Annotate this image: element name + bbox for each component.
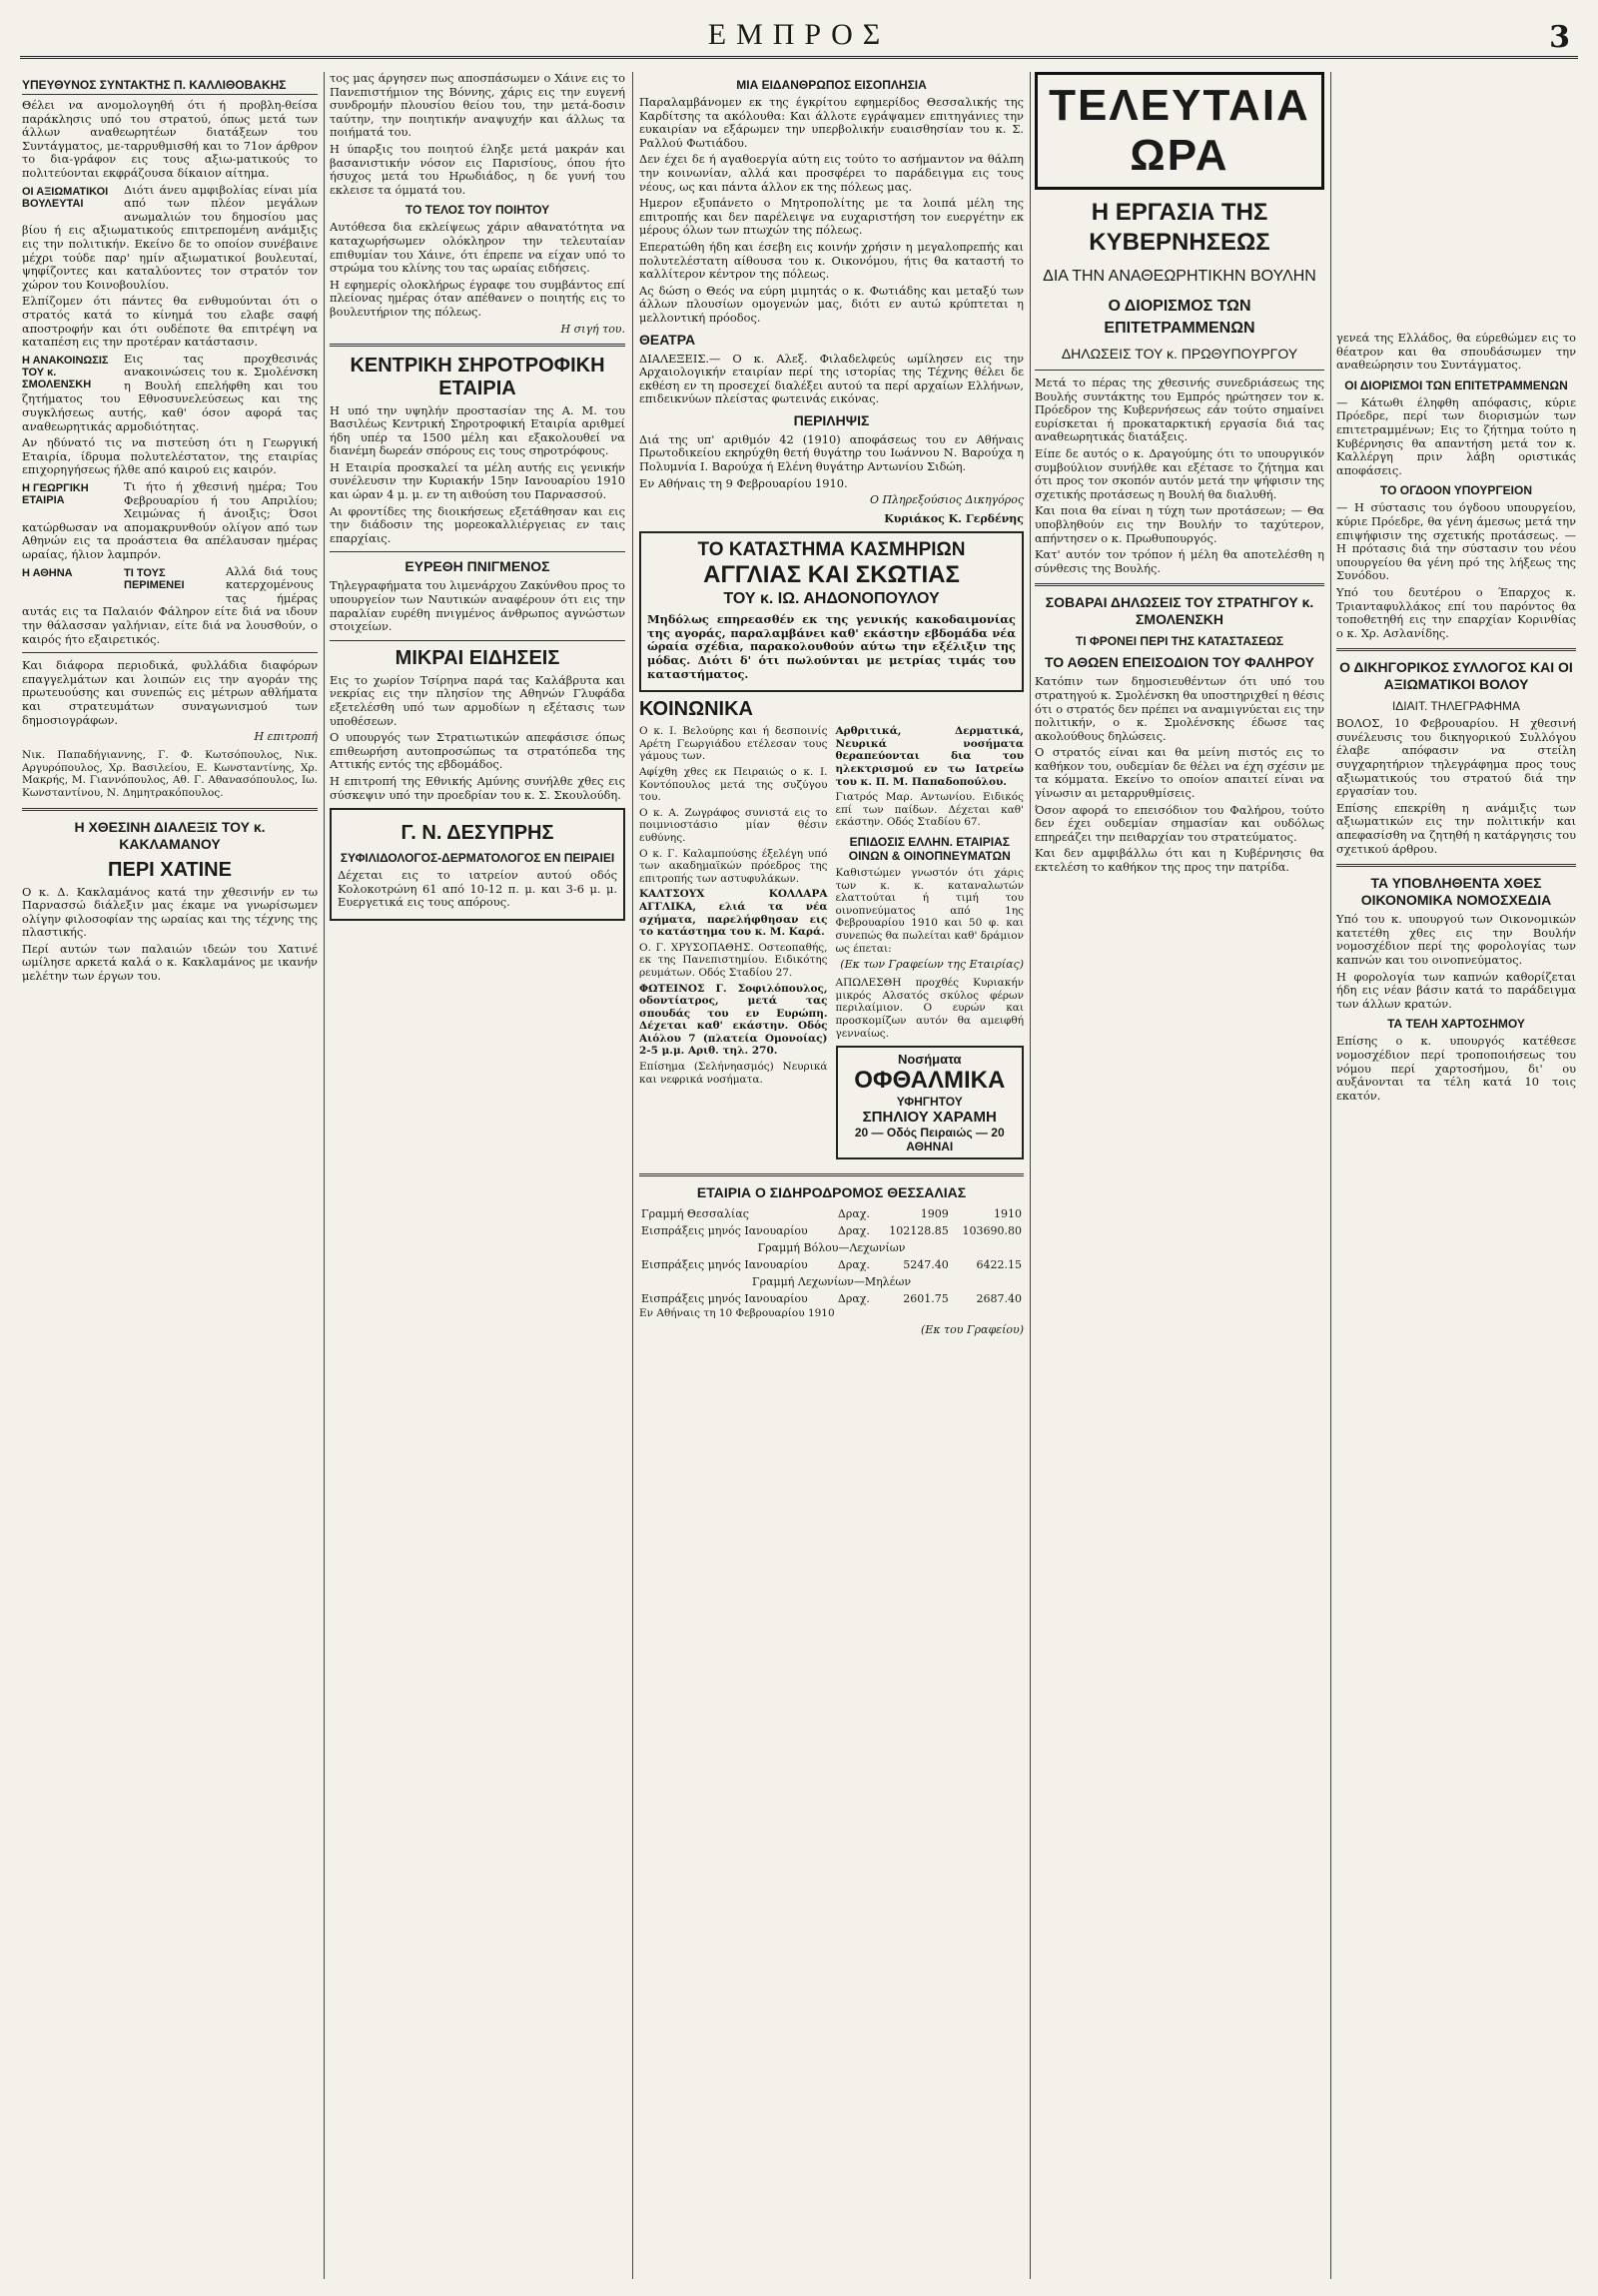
headline: ΣΟΒΑΡΑΙ ΔΗΛΩΣΕΙΣ ΤΟΥ ΣΤΡΑΤΗΓΟΥ κ. ΣΜΟΛΕΝΣΚΗ: [1045, 594, 1314, 628]
signature: (Εκ των Γραφείων της Εταιρίας): [840, 958, 1024, 972]
table-row: [639, 1222, 1024, 1239]
article-paragraph: Η εφημερίς ολοκλήρως έγραφε του συμβάντος επί πλείονας ημέρας όταν απέθανεν ο ποιητής εις το βουλευτήριον της πόλεως.: [330, 277, 625, 319]
table-header-row: [639, 1205, 1024, 1222]
ad-title: ΥΦΗΓΗΤΟΥ: [896, 1095, 963, 1110]
headline: ΤΟ ΑΘΩΕΝ ΕΠΕΙΣΟΔΙΟΝ ΤΟΥ ΦΑΛΗΡΟΥ: [1044, 654, 1315, 671]
ad-address: 20 — Οδός Πειραιώς — 20: [854, 1126, 1005, 1141]
article-paragraph: — Η σύστασις του όγδοου υπουργείου, κύριε Πρόεδρε, θα γένη άμεσως μετά την επιψήφισιν της σχετικής προτάσεως. — Η πρότασις διά την σύστασιν του νέου υπουργείου θα γένη πρό της λήξεως της Συνόδου.: [1336, 500, 1576, 583]
article-paragraph: Διότι άνευ αμφιβολίας είναι μία από των πλέον μεγάλων ανωμαλιών του δημοσίου μας βίου ή εις αξιωματικούς επιτρεπομένη ανάμιξις εις την πολιτικήν. Εκείνο δε το οποίον συνέβαινε μέχρι τούδε παρ' ημίν αξιωματικοί βουλευταί, ψηφίζοντες και καταλύοντες τον στρατόν τον χώρον του Κοινοβουλίου.: [22, 182, 318, 292]
headline: ΕΤΑΙΡΙΑ Ο ΣΙΔΗΡΟΔΡΟΜΟΣ ΘΕΣΣΑΛΙΑΣ: [696, 1184, 967, 1201]
editor-label: ΥΠΕΥΘΥΝΟΣ ΣΥΝΤΑΚΤΗΣ Π. ΚΑΛΛΙΘΟΒΑΚΗΣ: [22, 78, 318, 95]
table-cell: 2687.40: [976, 1292, 1022, 1306]
article-paragraph: Υπό του δευτέρου ο Έπαρχος κ. Τριανταφυλλάκος επί του παρόντος θα τοποθετηθή εις την επαρχίαν Κορινθίας ο κ. Χρ. Ασλανίδης.: [1336, 584, 1576, 640]
table-cell: 103690.80: [962, 1224, 1022, 1238]
headline: ΤΟ ΤΕΛΟΣ ΤΟΥ ΠΟΙΗΤΟΥ: [404, 203, 550, 218]
ad-text: Μηδόλως επηρεασθέν εκ της γενικής κακοδαιμονίας της αγοράς, παραλαμβάνει καθ' εκάστην εβδομάδα νέα ώραία σχέδια, παρακολουθούν αύτω την εξέλιξιν της μόδας. Διότι δ' ότι πωλούνται με μετρίας τιμάς του καταστήματος.: [647, 612, 1016, 681]
divider: [1035, 583, 1324, 586]
table-cell: 2601.75: [903, 1292, 949, 1306]
headline: ΕΥΡΕΘΗ ΠΝΙΓΜΕΝΟΣ: [404, 558, 550, 575]
signature: Κυριάκος Κ. Γερδένης: [884, 512, 1024, 526]
divider: [330, 640, 625, 641]
divider: [330, 551, 625, 552]
article-paragraph: Τηλεγραφήματα του λιμενάρχου Ζακύνθου προς το υπουργείον των Ναυτικών αναφέρουν ότι εις την παραλίαν ευρέθη πνιγμένος άνθρωπος αγνώστων στοιχείων.: [330, 578, 625, 634]
article-paragraph: Αυτόθεσα δια εκλείψεως χάριν αθανατότητα να καταχωρήσωμεν ολόκληρον την τελευταίαν επιθυμίαν του Χάινε, ότι έπρεπε να είχαν υπό το στρώμα του κλίνης του τας ωραίας ειδήσεις.: [330, 220, 625, 276]
table-cell: Δραχ.: [837, 1292, 870, 1306]
article-paragraph: Ελπίζομεν ότι πάντες θα ενθυμούνται ότι ο στρατός κατά το κίνημά του ελαβε σαφή αποστροφήν και ότι ουδέποτε θα επιτρέψη να καταπέση εις την προτέραν κατάστασιν.: [22, 294, 318, 350]
article-paragraph: Είπε δε αυτός ο κ. Δραγούμης ότι το υπουργικόν συμβούλιον συνήλθε και εξέτασε το ζήτημα και ότι προς τον σκοπόν αυτόν μετά την ψήφισιν της σχετικής προτάσεως η Βουλή θα διαλυθή.: [1035, 445, 1324, 501]
table-row-label: Γραμμή Θεσσαλίας: [641, 1207, 749, 1221]
article-paragraph: Εις το χωρίον Τσίρηνα παρά τας Καλάβρυτα και νεκρίας εις την πλησίον της Αθηνών Γλυφάδα εξετελέσθη υπό των αρμοδίων η εξέτασις των υποθέσεων.: [330, 672, 625, 728]
banner-subhead: Ο ΔΙΟΡΙΣΜΟΣ ΤΩΝ ΕΠΙΤΕΤΡΑΜΜΕΝΩΝ: [1104, 298, 1255, 337]
divider: [22, 652, 318, 653]
headline: ΟΙ ΔΙΟΡΙΣΜΟΙ ΤΩΝ ΕΠΙΤΕΤΡΑΜΜΕΝΩΝ: [1344, 378, 1568, 392]
dateline: Εν Αθήναις τη 10 Φεβρουαρίου 1910: [639, 1307, 835, 1320]
banner-subhead: ΔΙΑ ΤΗΝ ΑΝΑΘΕΩΡΗΤΙΚΗΝ ΒΟΥΛΗΝ: [1043, 268, 1316, 285]
banner-subhead: ΔΗΛΩΣΕΙΣ ΤΟΥ κ. ΠΡΩΘΥΠΟΥΡΓΟΥ: [1061, 346, 1298, 362]
banner-title: ΤΕΛΕΥΤΑΙΑ ΩΡΑ: [1049, 81, 1310, 180]
committee-list: Νικ. Παπαδήγιαννης, Γ. Φ. Κωτσόπουλος, Νικ. Αργυρόπουλος, Χρ. Βασιλείου, Ε. Κωνσταντίνης, Χρ. Μακρής, Μ. Γιαννόπουλος, Αθ. Γ. Αθανασόπουλος, Ιω. Κωνσταντίνου, Ν. Δημητρακόπουλος.: [22, 749, 318, 799]
article-paragraph: Η ύπαρξις του ποιητού έληξε μετά μακράν και βασανιστικήν νόσον εις Παρισίους, όπου ήτο ήσυχος μετά του Ηρωδιάδος, η δε γυνή του εκλεισε τα όμματά του.: [330, 141, 625, 197]
headline: ΚΟΙΝΩΝΙΚΑ: [639, 698, 754, 721]
article-paragraph: Κατόπιν των δημοσιευθέντων ότι υπό του στρατηγού κ. Σμολένσκη θα υποστηριχθεί η θέσις ότι ο στρατός δεν πρέπει να αναμιγνύεται εις την πολιτικήν, ο κ. Σμολένσκης έδωσε τας ακολούθους δηλώσεις.: [1035, 674, 1324, 743]
article-paragraph: Ο κ. Δ. Κακλαμάνος κατά την χθεσινήν εν τω Παρνασσώ διάλεξιν μας έκαμε να γνωρίσωμεν ολίγην φιλοσοφίαν της ωραίας και της τέχνης της πλαστικής.: [22, 884, 318, 940]
article-paragraph: — Κάτωθι έληφθη απόφασις, κύριε Πρόεδρε, περί των διορισμών των επιτετραμμένων; Εις το ζήτημα τούτο η Κυβέρνησις θα απαντήση μετά τον κ. Καλλέργη πριν λάβη οριστικάς αποφάσεις.: [1336, 394, 1576, 477]
telegram-label: ΙΔΙΑΙΤ. ΤΗΛΕΓΡΑΦΗΜΑ: [1391, 699, 1521, 714]
ad-title: ΑΓΓΛΙΑΣ ΚΑΙ ΣΚΩΤΙΑΣ: [703, 561, 960, 589]
article-paragraph: Τι ήτο ή χθεσινή ημέρα; Του Φεβρουαρίου ή του Απριλίου; Χειμώνας ή άνοιξις; Όσοι κατώρθωσαν να απομακρυνθούν ολίγον από των Αθηνών εις τα προάστεια θα απέλαυσαν ημέρας ωραίας, ήλιον λαμπρόν.: [22, 479, 318, 561]
social-item: Ο. Γ. ΧΡΥΣΟΠΑΘΗΣ. Οστεοπαθής, εκ της Πανεπιστημίου. Ειδικότης ρευμάτων. Οδός Σταδίου 27.: [639, 941, 828, 979]
headline: Ο ΔΙΚΗΓΟΡΙΚΟΣ ΣΥΛΛΟΓΟΣ ΚΑΙ ΟΙ ΑΞΙΩΜΑΤΙΚΟΙ ΒΟΛΟΥ: [1339, 659, 1573, 693]
social-column-left: [639, 725, 828, 1165]
page-number: 3: [1549, 20, 1570, 55]
headline: ΠΕΡΙΛΗΨΙΣ: [793, 411, 870, 428]
article-paragraph: γενεά της Ελλάδος, θα εύρεθώμεν εις το θέατρον και θα σπουδάσωμεν την αναθεώρησιν του Συντάγματος.: [1336, 331, 1576, 373]
article-paragraph: Ας δώση ο Θεός να εύρη μιμητάς ο κ. Φωτιάδης και μεταξύ των άλλων πλουσίων ομογενών μας, διότι εν αυτώ κρύπτεται η μελλοντική πρόοδος.: [639, 283, 1024, 325]
table-row-label: Γραμμή Βόλου—Λεχωνίων: [757, 1241, 906, 1255]
article-paragraph: Διά της υπ' αριθμόν 42 (1910) αποφάσεως του εν Αθήναις Πρωτοδικείου εκηρύχθη θετή θυγάτηρ του Ιωάννου Ν. Βαρούχα η Πολυμνία Ι. Βαρούχα ή Ελένη θυγάτηρ Αντωνίου Σιδώη.: [639, 431, 1024, 474]
signature: Η σιγή του.: [560, 322, 625, 336]
article-paragraph: ΔΙΑΛΕΞΕΙΣ.— Ο κ. Αλεξ. Φιλαδελφεύς ωμίλησεν εις την Αρχαιολογικήν εταιρίαν περί της ιστορίας της Τέχνης θέλει δε εκθέση εν τη προσεχεί διαλέξει αυτού τα περί αρχαίων Ελλήνων, επιδεικνύων πλείστας φωτεινάς εικόνας.: [639, 351, 1024, 406]
column-2: [330, 72, 625, 2279]
social-item: Αφίχθη χθες εκ Πειραιώς ο κ. Ι. Κοντόπουλος μετά της συζύγου του.: [639, 766, 828, 804]
article-paragraph: Ο στρατός είναι και θα μείνη πιστός εις το καθήκον του, ουδεμίαν δε θέλει να έχη σχέσιν με τα κόμματα. Εκείνο το οποίον απαιτεί είναι να γίνωσιν αι μεταρρυθμίσεις.: [1035, 745, 1324, 801]
table-header-cell: Δραχ.: [837, 1207, 870, 1221]
article-paragraph: Η επιτροπή της Εθνικής Αμύνης συνήλθε χθες εις σύσκεψιν υπό την προεδρίαν του κ. Σ. Σκουλούδη.: [330, 773, 625, 802]
headline: ΤΑ ΥΠΟΒΛΗΘΕΝΤΑ ΧΘΕΣ ΟΙΚΟΝΟΜΙΚΑ ΝΟΜΟΣΧΕΔΙΑ: [1360, 875, 1552, 909]
section-label: Η ΑΘΗΝΑ: [22, 566, 73, 579]
social-item: Ο κ. Ι. Βελούρης και ή δεσποινίς Αρέτη Γεωργιάδου ετέλεσαν τους γάμους των.: [639, 725, 828, 763]
headline: ΤΙ ΦΡΟΝΕΙ ΠΕΡΙ ΤΗΣ ΚΑΤΑΣΤΑΣΕΩΣ: [1075, 634, 1284, 649]
table-row: [639, 1256, 1024, 1273]
social-item: ΦΩΤΕΙΝΟΣ Γ. Σοφιλόπουλος, οδοντίατρος, μετά τας σπουδάς του εν Ευρώπη. Δέχεται καθ' εκάστην. Οδός Αιόλου 7 (πλατεία Ομονοίας) 2-5 μ.μ. Αριθ. τηλ. 270.: [639, 982, 828, 1058]
article-paragraph: Μετά το πέρας της χθεσινής συνεδριάσεως της Βουλής συντάκτης του Εμπρός ηρώτησεν τον κ. Πρόεδρον της Κυβερνήσεως εάν τούτο σημαίνει ευρίσκεται ή προκαταρκτική εργασία διά τας αναθεωρητικάς διατάξεις.: [1035, 376, 1324, 444]
article-paragraph: Επίσης ο κ. υπουργός κατέθεσε νομοσχέδιον περί τροποποιήσεως του νόμου περί χαρτοσήμου, δι' ου αυξάνονται τα τέλη κατά 10 τοις εκατόν.: [1336, 1034, 1576, 1103]
headline: ΤΟ ΟΓΔΟΟΝ ΥΠΟΥΡΓΕΙΟΝ: [1379, 483, 1532, 498]
article-paragraph: Δεν έχει δε ή αγαθοεργία αύτη εις τούτο το ασήμαντον να θάλπη την κοινωνίαν, αλλά και προσφέρει το παράδειγμα εις τους νέους, ως και πάντα άλλον εκ της πόλεως μας.: [639, 152, 1024, 194]
ad-text: Δέχεται εις το ιατρείον αυτού οδός Κολοκοτρώνη 61 από 10-12 π. μ. και 3-6 μ. μ. Ευεργετικά εις τους απόρους.: [338, 868, 617, 910]
column-divider: [1030, 72, 1031, 2279]
column-1: [22, 72, 318, 2279]
article-paragraph: Επερατώθη ήδη και έσεβη εις κοινήν χρήσιν η μεγαλοπρεπής και πολυτελέστατη αίθουσα του κ. Οικονόμου, ήτις θα καταστή το καλλίτερον κέντρον της πόλεως.: [639, 239, 1024, 282]
ad-title: ΤΟΥ κ. ΙΩ. ΑΗΔΟΝΟΠΟΥΛΟΥ: [723, 590, 940, 608]
article-paragraph: ΑΠΩΛΕΣΘΗ προχθές Κυριακήν μικρός Αλσατός σκύλος φέρων περιλαίμιον. Ο ευρών και προσκομίζων αυτόν θα αμειφθή γενναίως.: [835, 977, 1024, 1040]
divider: [1336, 864, 1576, 867]
headline: ΠΕΡΙ ΧΑΤΙΝΕ: [108, 858, 232, 881]
ad-title: ΟΦΘΑΛΜΙΚΑ: [854, 1067, 1006, 1095]
ad-title: Νοσήματα: [897, 1052, 962, 1068]
section-label: Η ΓΕΩΡΓΙΚΗ ΕΤΑΙΡΙΑ: [22, 482, 89, 507]
social-columns: [639, 725, 1024, 1165]
table-cell: 6422.15: [976, 1258, 1022, 1272]
divider: [22, 808, 318, 811]
banner-headline: Η ΕΡΓΑΣΙΑ ΤΗΣ ΚΥΒΕΡΝΗΣΕΩΣ: [1089, 199, 1270, 256]
masthead: [20, 18, 1578, 59]
headline: ΜΙΑ ΕΙΔΑΝΘΡΩΠΟΣ ΕΙΣΟΠΛΗΣΙΑ: [736, 78, 927, 92]
table-header-row: [639, 1239, 1024, 1256]
table-header-row: [639, 1273, 1024, 1290]
social-item: Ο κ. Α. Ζωγράφος συνιστά εις το ποιμνιοστάσιο μίαν θέσιν ευθύνης.: [639, 806, 828, 844]
advertisement: [330, 808, 625, 921]
headline: ΘΕΑΤΡΑ: [639, 331, 696, 348]
section-label: Η ΑΝΑΚΟΙΝΩΣΙΣ ΤΟΥ κ. ΣΜΟΛΕΝΣΚΗ: [22, 354, 109, 390]
ad-title: Γ. Ν. ΔΕΣΥΠΡΗΣ: [400, 822, 554, 845]
divider: [330, 344, 625, 347]
headline: Η ΧΘΕΣΙΝΗ ΔΙΑΛΕΞΙΣ ΤΟΥ κ. ΚΑΚΛΑΜΑΝΟΥ: [74, 818, 266, 852]
article-paragraph: Επίσης επεκρίθη η ανάμιξις των αξιωματικών εις την πολιτικήν και απεφασίσθη να ζητηθή η κατάργησις του σχετικού άρθρου.: [1336, 800, 1576, 856]
signature-label: Ο Πληρεξούσιος Δικηγόρος: [869, 493, 1024, 507]
article-paragraph: Και ποια θα είναι η τύχη των προτάσεων; — Θα υποβληθούν εις την Βουλήν το ταχύτερον, απήντησεν ο κ. Πρωθυπουργός.: [1035, 503, 1324, 545]
article-paragraph: Και διάφορα περιοδικά, φυλλάδια διαφόρων επαγγελμάτων και λοιπών εις την αγοράν της πρωτευούσης και συνεπώς εις μέτρων αθλήματα και στρατευμάτων συναγωνισμού των δημοσιογράφων.: [22, 658, 318, 727]
headline: ΕΠΙΔΟΣΙΣ ΕΛΛΗΝ. ΕΤΑΙΡΙΑΣ ΟΙΝΩΝ & ΟΙΝΟΠΝΕΥΜΑΤΩΝ: [848, 834, 1011, 863]
table-cell: Εισπράξεις μηνός Ιανουαρίου: [641, 1224, 808, 1238]
divider: [639, 1173, 1024, 1176]
article-paragraph: Καθιστώμεν γνωστόν ότι χάρις των κ. κ. καταναλωτών ελαττούται ή τιμή του οινοπνεύματος από 1ης Φεβρουαρίου 1910 και 50 φ. και συνεπώς θα πωλείται καθ' δράμιον ως έπεται:: [835, 866, 1024, 955]
article-paragraph: Παραλαμβάνομεν εκ της έγκρίτου εφημερίδος Θεσσαλικής της Καρδίτσης τα ακόλουθα: Και άλλοτε εγράψαμεν επιτηγάνιες την ευκαιρίαν να εξάρωμεν την υπερβολικήν ευαισθησίαν του κ. Σ. Ραλλού Φωτιάδου.: [639, 95, 1024, 150]
social-item: Επίσημα (Σελήνηασμός) Νευρικά και νεφρικά νοσήματα.: [639, 1061, 828, 1086]
table-cell: 102128.85: [889, 1224, 949, 1238]
table-row-label: Γραμμή Λεχωνίων—Μηλέων: [751, 1275, 912, 1289]
table-cell: Εισπράξεις μηνός Ιανουαρίου: [641, 1258, 808, 1272]
signature: (Εκ του Γραφείου): [921, 1322, 1024, 1336]
table-header-cell: 1909: [920, 1207, 949, 1221]
article-paragraph: Αν ηδύνατό τις να πιστεύση ότι η Γεωργική Εταιρία, ίδρυμα πολυτελέστατον, της εταιρίας επιχορηγήσεως ήλθε από καιρού εις καιρόν.: [22, 435, 318, 477]
advertisement: [836, 1046, 1025, 1159]
article-paragraph: Αλλά διά τους κατερχομένους τας ήμέρας αυτάς εις τα Παλαιόν Φάληρον είτε διά να ιδουν την θάλασσαν γαλήνιαν, είτε διά να λουσθούν, ο καιρός ήτο εξαιρετικός.: [22, 563, 318, 646]
article-paragraph: Υπό του κ. υπουργού των Οικονομικών κατετέθη χθες εις την Βουλήν νομοσχέδιον περί της φορολογίας των καπνών και του οινοπνεύματος.: [1336, 912, 1576, 967]
column-4: [1035, 72, 1324, 2279]
ad-title: ΤΟ ΚΑΤΑΣΤΗΜΑ ΚΑΣΜΗΡΙΩΝ: [697, 539, 966, 561]
article-paragraph: Εις τας προχθεσινάς ανακοινώσεις του κ. Σμολένσκη η Βουλή επελήφθη και του ζητήματος του Εθνοσυνελεύσεως και της συγκλήσεως αυτής, καθ' όσον αφορά τας αναθεωρητικάς αρμοδιότητας.: [22, 351, 318, 433]
column-divider: [324, 72, 325, 2279]
article-paragraph: Η υπό την υψηλήν προστασίαν της Α. Μ. του Βασιλέως Κεντρική Σηροτροφική Εταιρία αριθμεί ήδη υπέρ τα 1500 μέλη και εξακολουθεί να διανέμη δωρεάν σπόρους εις τους σηροτρόφους.: [330, 402, 625, 458]
divider: [1336, 648, 1576, 651]
article-paragraph: Και δεν αμφιβάλλω ότι και η Κυβέρνησις θα εκτελέση το καθήκον της προς την πατρίδα.: [1035, 846, 1324, 875]
headline: ΚΕΝΤΡΙΚΗ ΣΗΡΟΤΡΟΦΙΚΗ ΕΤΑΙΡΙΑ: [350, 354, 605, 399]
ad-title: ΣΠΗΛΙΟΥ ΧΑΡΑΜΗ: [862, 1109, 997, 1127]
article-paragraph: Η Εταιρία προσκαλεί τα μέλη αυτής εις γενικήν συνέλευσιν την Κυριακήν 15ην Ιανουαρίου 1910 και ώραν 4 μ. μ. εν τη αιθούση του Παρνασσού.: [330, 459, 625, 502]
table-cell: Δραχ.: [837, 1224, 870, 1238]
signature: Η επιτροπή: [254, 730, 318, 744]
social-item: Γιατρός Μαρ. Αντωνίου. Ειδικός επί των παίδων. Δέχεται καθ' εκάστην. Οδός Σταδίου 67.: [835, 791, 1024, 829]
article-paragraph: Όσον αφορά το επεισόδιον του Φαλήρου, τούτο δεν έχει ουδεμίαν σημασίαν και ουδόλως επηρεάζει την πειθαρχίαν του στρατεύματος.: [1035, 802, 1324, 844]
social-item: Ο κ. Γ. Καλαμπούσης έξελέγη υπό των ακαδημαϊκών πρόεδρος της επιτροπής των αστυφυλάκων.: [639, 847, 828, 885]
dateline: Εν Αθήναις τη 9 Φεβρουαρίου 1910.: [639, 475, 848, 490]
article-paragraph: Αι φροντίδες της διοικήσεως εξετάθησαν και εις την διάδοσιν της μορεοκαλλιέργειας εν ταις επαρχίαις.: [330, 503, 625, 545]
section-label: ΟΙ ΑΞΙΩΜΑΤΙΚΟΙ ΒΟΥΛΕΥΤΑΙ: [22, 185, 109, 210]
article-paragraph: Ημερον εξυπάνετο ο Μητροπολίτης με τα λοιπά μέλη της επιτροπής και δεν παρέλειψε να ευχαριστήση τον ευεργέτην εκ μέρους όλων των πτωχών της πόλεως.: [639, 196, 1024, 238]
ad-city: ΑΘΗΝΑΙ: [906, 1140, 954, 1154]
section-label: ΤΙ ΤΟΥΣ ΠΕΡΙΜΕΝΕΙ: [124, 566, 185, 591]
headline: ΜΙΚΡΑΙ ΕΙΔΗΣΕΙΣ: [395, 646, 560, 669]
table-cell: Εισπράξεις μηνός Ιανουαρίου: [641, 1292, 808, 1306]
article-paragraph: Η φορολογία των καπνών καθορίζεται ήδη εις νέαν βάσιν κατά το παράδειγμα των άλλων κρατών.: [1336, 969, 1576, 1011]
article-paragraph: Κατ' αυτόν τον τρόπον ή μέλη θα αποτελέσθη η σύνθεσις της Βουλής.: [1035, 547, 1324, 575]
column-3: [639, 72, 1024, 2279]
ad-subtitle: ΣΥΦΙΛΙΔΟΛΟΓΟΣ-ΔΕΡΜΑΤΟΛΟΓΟΣ ΕΝ ΠΕΙΡΑΙΕΙ: [340, 851, 615, 866]
social-column-right: [836, 725, 1025, 1165]
article-paragraph: τος μας άργησεν πως αποσπάσωμεν ο Χάινε εις το Πανεπιστήμιον της Βόννης, χάρις εις την ευγενή συνδρομήν πλουσίου θείου του, την μετά-δοσιν ταύτην, την ποιητικήν αναψυχήν και άλλως τα ποιήματά του.: [330, 72, 625, 140]
headline: ΤΑ ΤΕΛΗ ΧΑΡΤΟΣΗΜΟΥ: [1387, 1017, 1525, 1032]
social-item: Αρθριτικά, Δερματικά, Νευρικά νοσήματα θεραπεύονται δια του ηλεκτρισμού εν τω Ιατρείω του κ. Π. Μ. Παπαδοπούλου.: [835, 725, 1024, 788]
revenue-table: [639, 1205, 1024, 1307]
article-paragraph: Θέλει να ανομολογηθή ότι ή προβλη-θείσα παράκλησις υπό του στρατού, όπως μετά των άλλων αναθεωρητέων διατάξεων του Συντάγματος, με-ταρρυθμισθή και το 71ον άρθρον το δια-γράφον εις τους αξιω-ματικούς το πολιτεύονται εκφράζουσα δίκαιον αίτημα.: [22, 98, 318, 180]
newspaper-title: ΕΜΠΡΟΣ: [707, 18, 891, 51]
lead-banner: [1035, 72, 1324, 190]
table-cell: 5247.40: [903, 1258, 949, 1272]
article-paragraph: Ο υπουργός των Στρατιωτικών απεφάσισε όπως επιθεωρήση αυτοπροσώπως τα στρατόπεδα της Αττικής εντός της εβδομάδος.: [330, 730, 625, 772]
advertisement: [639, 531, 1024, 692]
column-divider: [632, 72, 633, 2279]
table-cell: Δραχ.: [837, 1258, 870, 1272]
social-item: ΚΑΛΤΣΟΥΧ ΚΟΛΛΑΡΑ ΑΓΓΛΙΚΑ, ελιά τα νέα σχήματα, παρελήφθησαν εις το κατάστημα του κ. Μ. Καρά.: [639, 888, 828, 939]
article-paragraph: ΒΟΛΟΣ, 10 Φεβρουαρίου. Η χθεσινή συνέλευσις του δικηγορικού Συλλόγου έλαβε απόφασιν να στείλη συγχαρητήριον τηλεγράφημα προς τους αξιωματικούς του στρατού διά την εργασίαν του.: [1336, 716, 1576, 799]
table-row: [639, 1290, 1024, 1307]
divider: [1035, 370, 1324, 371]
column-divider: [1330, 72, 1331, 2279]
article-paragraph: Περί αυτών των παλαιών ιδεών του Χατινέ ωμίλησε αρκετά καλά ο κ. Κακλαμάνος με ικανήν μελέτην των έργων του.: [22, 941, 318, 984]
column-5: [1336, 72, 1576, 2279]
table-header-cell: 1910: [994, 1207, 1022, 1221]
